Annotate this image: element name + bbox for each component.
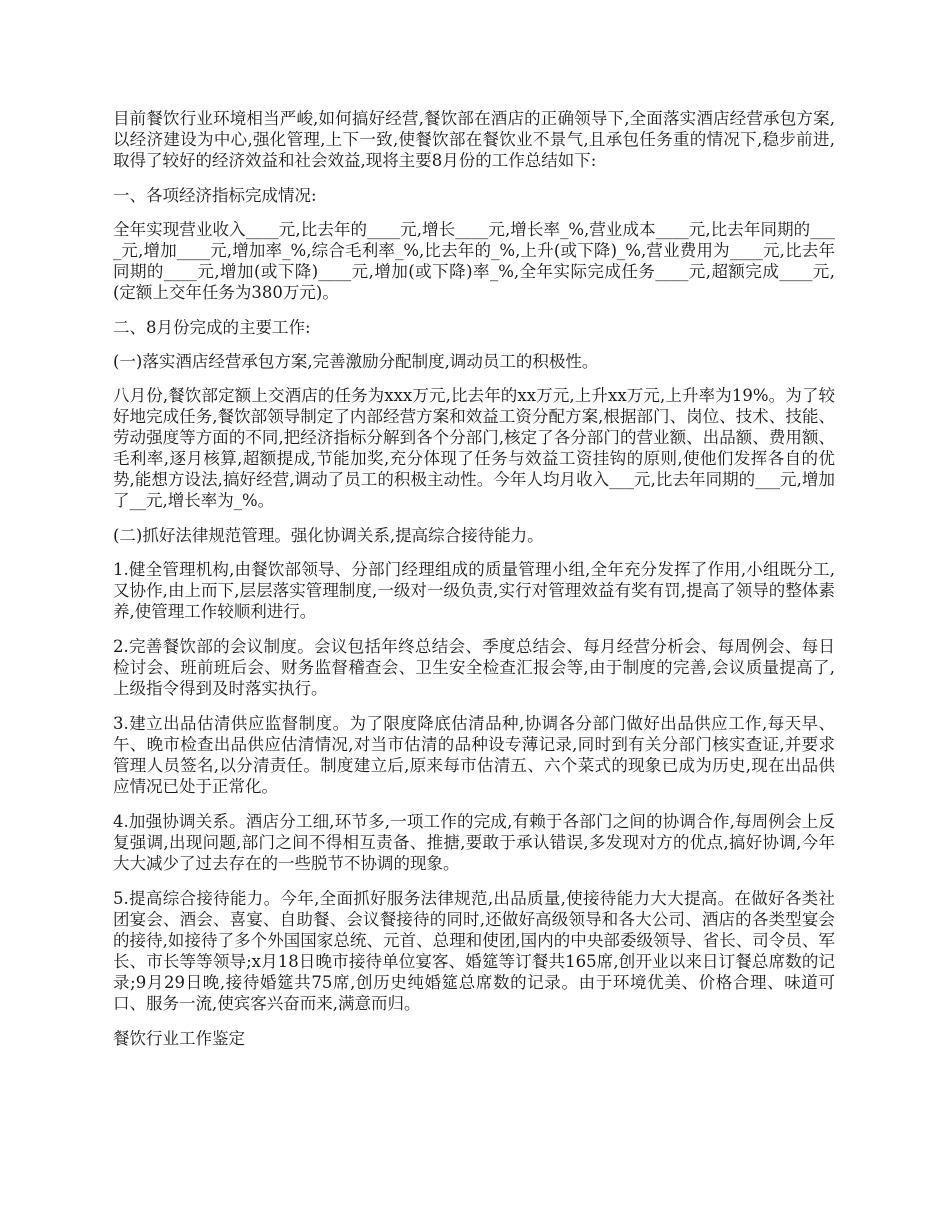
item-management-structure: 1.健全管理机构,由餐饮部领导、分部门经理组成的质量管理小组,全年充分发挥了作用,小组既分工,又协作,由上而下,层层落实管理制度,一级对一级负责,实行对管理效益有奖有罚,提高了领导的整体素养,使管理工作较顺利进行。: [113, 560, 835, 621]
section-heading-main-work: 二、8月份完成的主要工作:: [113, 318, 311, 337]
closing-heading: 餐饮行业工作鉴定: [113, 1029, 245, 1048]
subsection-heading-contract-plan: (一)落实酒店经营承包方案,完善激励分配制度,调动员工的积极性。: [113, 352, 599, 371]
item-coordination: 4.加强协调关系。酒店分工细,环节多,一项工作的完成,有赖于各部门之间的协调合作,每周例会上反复强调,出现问题,部门之间不得相互责备、推搪,要敢于承认错误,多发现对方的优点,搞好协调,今年大大减少了过去存在的一些脱节不协调的现象。: [113, 812, 835, 873]
item-meeting-system: 2.完善餐饮部的会议制度。会议包括年终总结会、季度总结会、每月经营分析会、每周例会、每日检讨会、班前班后会、财务监督稽查会、卫生安全检查汇报会等,由于制度的完善,会议质量提高了,上级指令得到及时落实执行。: [113, 637, 835, 698]
subsection-heading-legal-management: (二)抓好法律规范管理。强化协调关系,提高综合接待能力。: [113, 526, 544, 545]
document-body: [113, 108, 835, 1062]
item-reception-capacity: 5.提高综合接待能力。今年,全面抓好服务法律规范,出品质量,使接待能力大大提高。在做好各类社团宴会、酒会、喜宴、自助餐、会议餐接待的同时,还做好高级领导和各大公司、酒店的各类型宴会的接待,如接待了多个外国国家总统、元首、总理和使团,国内的中央部委级领导、省长、司令员、军长、市长等等领导;x月18日晚市接待单位宴客、婚筵等订餐共165席,创开业以来日订餐总席数的记录;9月29日晚,接待婚筵共75席,创历史纯婚筵总席数的记录。由于环境优美、价格合理、味道可口、服务一流,使宾客兴奋而来,满意而归。: [113, 889, 835, 1013]
section-heading-economic-indicators: 一、各项经济指标完成情况:: [113, 186, 317, 205]
intro-paragraph: 目前餐饮行业环境相当严峻,如何搞好经营,餐饮部在酒店的正确领导下,全面落实酒店经营承包方案,以经济建设为中心,强化管理,上下一致,使餐饮部在餐饮业不景气,且承包任务重的情况下,稳步前进,取得了较好的经济效益和社会效益,现将主要8月份的工作总结如下:: [113, 109, 835, 170]
item-supply-supervision: 3.建立出品估清供应监督制度。为了限度降底估清品种,协调各分部门做好出品供应工作,每天早、午、晚市检查出品供应估清情况,对当市估清的品种设专薄记录,同时到有关分部门核实查证,并要求管理人员签名,以分清责任。制度建立后,原来每市估清五、六个菜式的现象已成为历史,现在出品供应情况已处于正常化。: [113, 714, 835, 796]
contract-plan-paragraph: 八月份,餐饮部定额上交酒店的任务为xxx万元,比去年的xx万元,上升xx万元,上升率为19%。为了较好地完成任务,餐饮部领导制定了内部经营方案和效益工资分配方案,根据部门、岗位、技术、技能、劳动强度等方面的不同,把经济指标分解到各个分部门,核定了各分部门的营业额、出品额、费用额、毛利率,逐月核算,超额提成,节能加奖,充分体现了任务与效益工资挂钩的原则,使他们发挥各自的优势,能想方设法,搞好经营,调动了员工的积极主动性。今年人均月收入___元,比去年同期的___元,增加了__元,增长率为_%。: [113, 386, 835, 510]
economic-indicators-paragraph: 全年实现营业收入____元,比去年的____元,增长____元,增长率_%,营业成本____元,比去年同期的____元,增加____元,增加率_%,综合毛利率_%,比去年的_%,上升(或下降)_%,营业费用为____元,比去年同期的____元,增加(或下降)____元,增加(或下降)率_%,全年实际完成任务____元,超额完成____元,(定额上交年任务为380万元)。: [113, 220, 835, 302]
